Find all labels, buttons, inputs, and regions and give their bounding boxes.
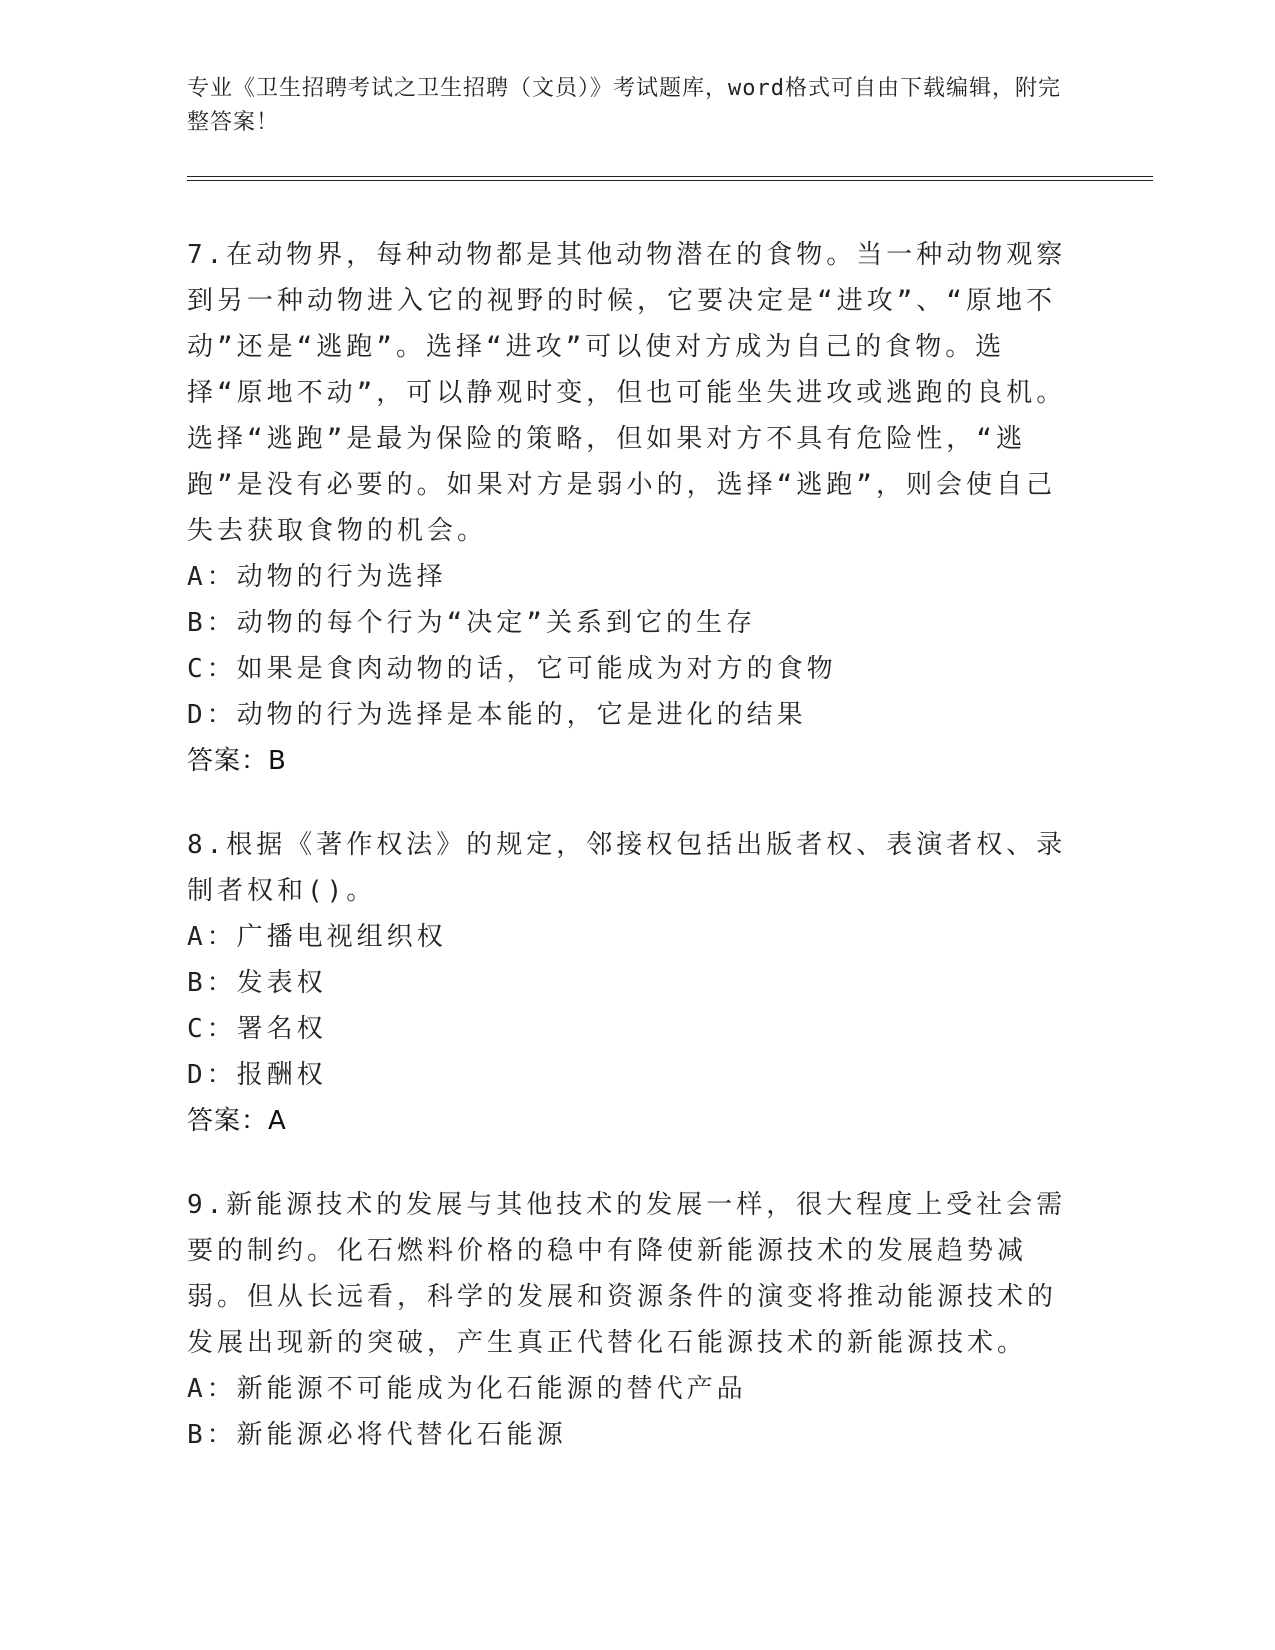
option-c: C：如果是食肉动物的话，它可能成为对方的食物 bbox=[187, 654, 837, 684]
option-b: B：发表权 bbox=[187, 968, 327, 998]
option-b: B：新能源必将代替化石能源 bbox=[187, 1420, 567, 1450]
option-c: C：署名权 bbox=[187, 1014, 327, 1044]
document-header: 专业《卫生招聘考试之卫生招聘（文员）》考试题库，word格式可自由下载编辑，附完整答案！ bbox=[187, 76, 1061, 135]
header-divider bbox=[187, 176, 1153, 181]
question-stem: 8.根据《著作权法》的规定，邻接权包括出版者权、表演者权、录制者权和()。 bbox=[187, 830, 1067, 906]
question-8 bbox=[187, 822, 1067, 1144]
option-b: B：动物的每个行为“决定”关系到它的生存 bbox=[187, 608, 756, 638]
question-7 bbox=[187, 232, 1067, 784]
option-a: A：动物的行为选择 bbox=[187, 562, 447, 592]
option-a: A：新能源不可能成为化石能源的替代产品 bbox=[187, 1374, 747, 1404]
answer-line: 答案：A bbox=[187, 1106, 287, 1136]
question-stem: 7.在动物界，每种动物都是其他动物潜在的食物。当一种动物观察到另一种动物进入它的视野的时候，它要决定是“进攻”、“原地不动”还是“逃跑”。选择“进攻”可以使对方成为自己的食物。选择“原地不动”，可以静观时变，但也可能坐失进攻或逃跑的良机。选择“逃跑”是最为保险的策略，但如果对方不具有危险性，“逃跑”是没有必要的。如果对方是弱小的，选择“逃跑”，则会使自己失去获取食物的机会。 bbox=[187, 240, 1067, 546]
option-d: D：报酬权 bbox=[187, 1060, 327, 1090]
question-list bbox=[187, 232, 1067, 1496]
option-a: A：广播电视组织权 bbox=[187, 922, 447, 952]
option-d: D：动物的行为选择是本能的，它是进化的结果 bbox=[187, 700, 807, 730]
question-stem: 9.新能源技术的发展与其他技术的发展一样，很大程度上受社会需要的制约。化石燃料价格的稳中有降使新能源技术的发展趋势减弱。但从长远看，科学的发展和资源条件的演变将推动能源技术的发展出现新的突破，产生真正代替化石能源技术的新能源技术。 bbox=[187, 1190, 1067, 1358]
question-9 bbox=[187, 1182, 1067, 1458]
answer-line: 答案：B bbox=[187, 746, 287, 776]
